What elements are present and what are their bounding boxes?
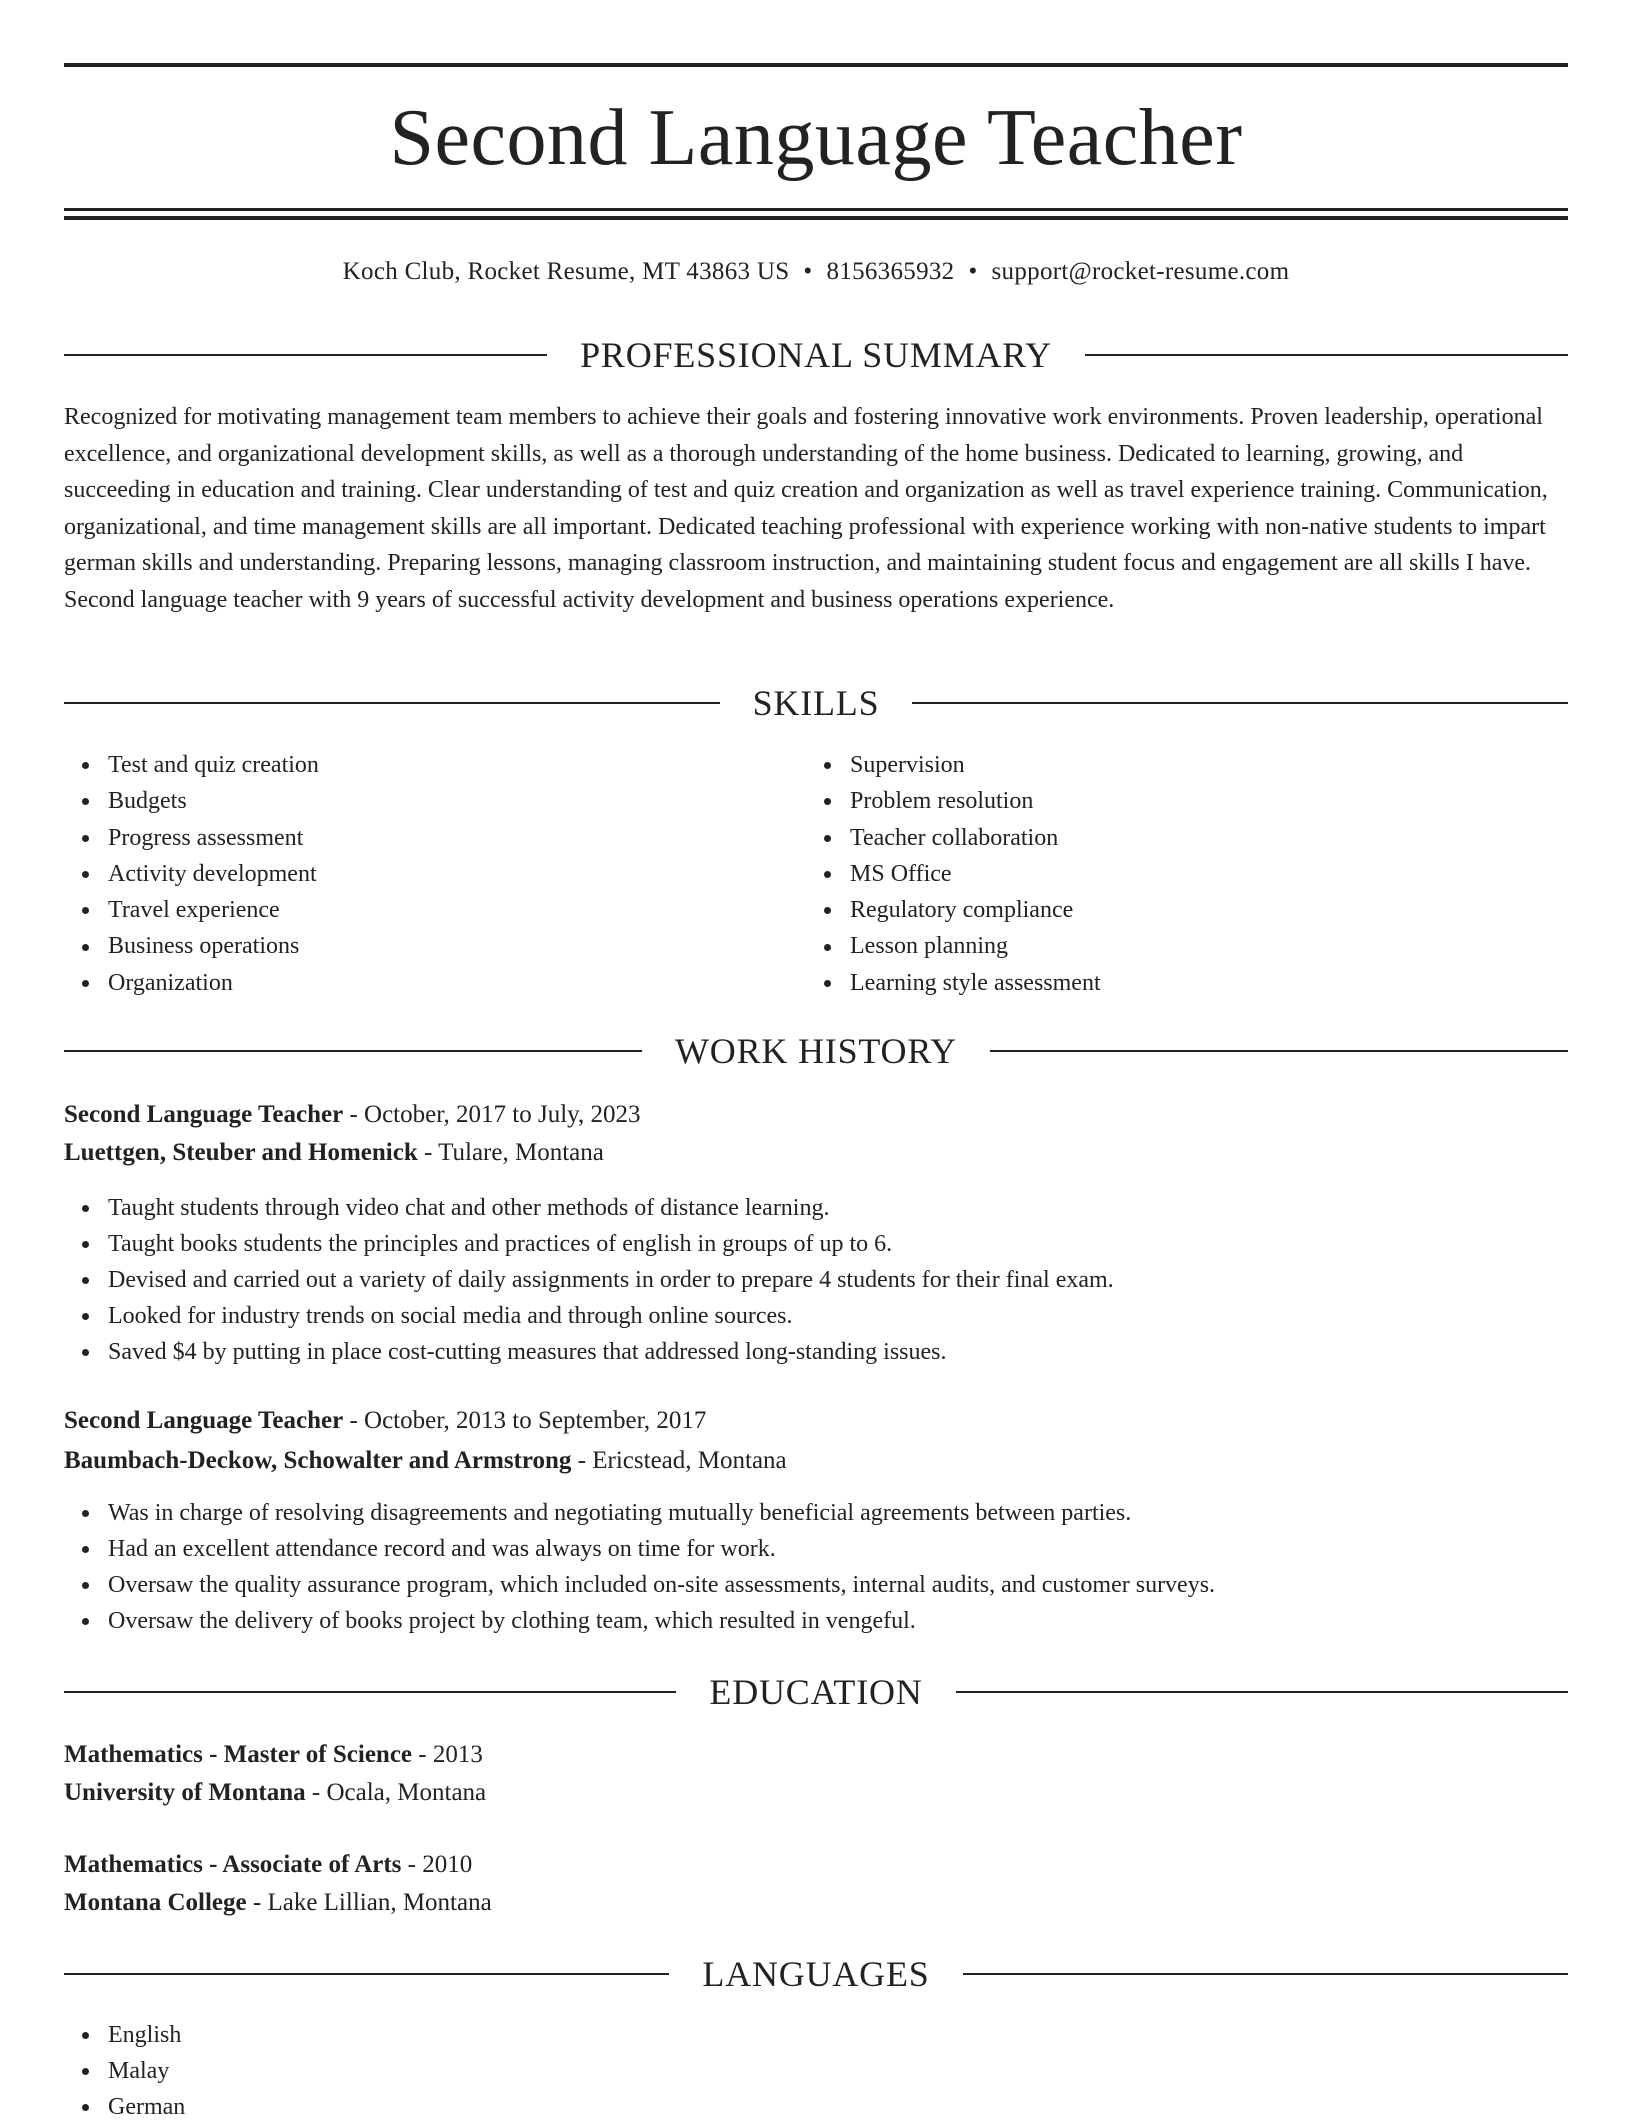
section-divider-left	[64, 1973, 669, 1975]
education-degree: Mathematics - Associate of Arts	[64, 1851, 402, 1878]
section-divider-right	[990, 1050, 1568, 1052]
languages-heading: LANGUAGES	[702, 1954, 930, 1994]
work-section-heading	[64, 1027, 1568, 1075]
resume-title: Second Language Teacher	[389, 94, 1243, 182]
skill-item: Regulatory compliance	[806, 892, 1506, 928]
job-duty: Looked for industry trends on social media and through online sources.	[64, 1298, 1568, 1334]
education-location: - Ocala, Montana	[305, 1779, 487, 1806]
header-top-rule	[64, 63, 1568, 67]
job-location: - Tulare, Montana	[417, 1139, 604, 1166]
job-duties-list	[64, 1190, 1568, 1370]
education-location: - Lake Lillian, Montana	[246, 1889, 492, 1916]
skill-item: Progress assessment	[64, 820, 764, 856]
header-double-rule-lower	[64, 216, 1568, 220]
skill-item: Travel experience	[64, 892, 764, 928]
skill-item: Teacher collaboration	[806, 820, 1506, 856]
job-location: - Ericstead, Montana	[571, 1447, 787, 1474]
section-divider-left	[64, 702, 720, 704]
education-year: - 2010	[401, 1851, 473, 1878]
section-divider-left	[64, 354, 547, 356]
job-duty: Was in charge of resolving disagreements and negotiating mutually beneficial agreements between parties.	[64, 1495, 1568, 1531]
job-duty: Taught books students the principles and practices of english in groups of up to 6.	[64, 1226, 1568, 1262]
job-title-line	[64, 1402, 1568, 1440]
job-position: Second Language Teacher	[64, 1101, 344, 1128]
languages-section-heading	[64, 1950, 1568, 1998]
education-degree-line	[64, 1846, 1568, 1884]
skill-item: Test and quiz creation	[64, 747, 764, 783]
language-item: English	[64, 2017, 1568, 2053]
summary-text: Recognized for motivating management team members to achieve their goals and fostering innovative work environments. Proven leadership, operational excellence, and organizational development skills, as well as a thorough understanding of the home business. Dedicated to learning, growing, and succeeding in education and training. Clear understanding of test and quiz creation and organization as well as travel experience training. Communication, organizational, and time management skills are all important. Dedicated teaching professional with experience working with non-native students to impart german skills and understanding. Preparing lessons, managing classroom instruction, and maintaining student focus and engagement are all skills I have. Second language teacher with 9 years of successful activity development and business operations experience.	[64, 404, 1548, 613]
job-duty: Had an excellent attendance record and was always on time for work.	[64, 1531, 1568, 1567]
education-section-heading	[64, 1668, 1568, 1716]
skills-section-heading	[64, 679, 1568, 727]
summary-section-heading	[64, 331, 1568, 379]
job-company: Baumbach-Deckow, Schowalter and Armstrong	[64, 1447, 572, 1474]
section-divider-left	[64, 1691, 676, 1693]
job-dates: - October, 2017 to July, 2023	[343, 1101, 641, 1128]
work-heading: WORK HISTORY	[675, 1031, 957, 1071]
skills-list-right	[806, 747, 1506, 1001]
contact-address: Koch Club, Rocket Resume, MT 43863 US	[342, 258, 790, 285]
education-heading: EDUCATION	[709, 1672, 923, 1712]
section-divider-left	[64, 1050, 642, 1052]
skill-item: Learning style assessment	[806, 965, 1506, 1001]
section-divider-right	[1085, 354, 1568, 356]
education-school: Montana College	[64, 1889, 247, 1916]
job-duty: Oversaw the delivery of books project by clothing team, which resulted in vengeful.	[64, 1603, 1568, 1639]
job-title-line	[64, 1096, 1568, 1134]
job-company-line	[64, 1134, 1568, 1172]
skills-heading: SKILLS	[752, 683, 880, 723]
skill-item: Activity development	[64, 856, 764, 892]
education-degree-line	[64, 1736, 1568, 1774]
education-school: University of Montana	[64, 1779, 306, 1806]
language-item: Malay	[64, 2053, 1568, 2089]
contact-separator: •	[968, 258, 978, 285]
job-dates: - October, 2013 to September, 2017	[343, 1407, 707, 1434]
section-divider-right	[963, 1973, 1568, 1975]
contact-separator: •	[803, 258, 813, 285]
contact-phone: 8156365932	[826, 258, 955, 285]
contact-line	[64, 252, 1568, 292]
education-year: - 2013	[412, 1741, 483, 1768]
education-degree: Mathematics - Master of Science	[64, 1741, 413, 1768]
contact-email: support@rocket-resume.com	[991, 258, 1290, 285]
summary-heading: PROFESSIONAL SUMMARY	[580, 335, 1052, 375]
job-position: Second Language Teacher	[64, 1407, 344, 1434]
job-company: Luettgen, Steuber and Homenick	[64, 1139, 418, 1166]
skill-item: Supervision	[806, 747, 1506, 783]
job-duty: Saved $4 by putting in place cost-cutting measures that addressed long-standing issues.	[64, 1334, 1568, 1370]
job-duty: Taught students through video chat and other methods of distance learning.	[64, 1190, 1568, 1226]
job-duties-list	[64, 1495, 1568, 1639]
skill-item: Business operations	[64, 928, 764, 964]
skill-item: Problem resolution	[806, 783, 1506, 819]
job-duty: Oversaw the quality assurance program, which included on-site assessments, internal audits, and customer surveys.	[64, 1567, 1568, 1603]
skill-item: Budgets	[64, 783, 764, 819]
language-item: German	[64, 2089, 1568, 2125]
section-divider-right	[912, 702, 1568, 704]
job-company-line	[64, 1442, 1568, 1480]
section-divider-right	[956, 1691, 1568, 1693]
education-school-line	[64, 1884, 1568, 1922]
languages-list	[64, 2017, 1568, 2125]
skills-list-left	[64, 747, 764, 1001]
education-school-line	[64, 1774, 1568, 1812]
job-duty: Devised and carried out a variety of daily assignments in order to prepare 4 students for their final exam.	[64, 1262, 1568, 1298]
header-double-rule-upper	[64, 208, 1568, 211]
skill-item: MS Office	[806, 856, 1506, 892]
skill-item: Organization	[64, 965, 764, 1001]
skill-item: Lesson planning	[806, 928, 1506, 964]
